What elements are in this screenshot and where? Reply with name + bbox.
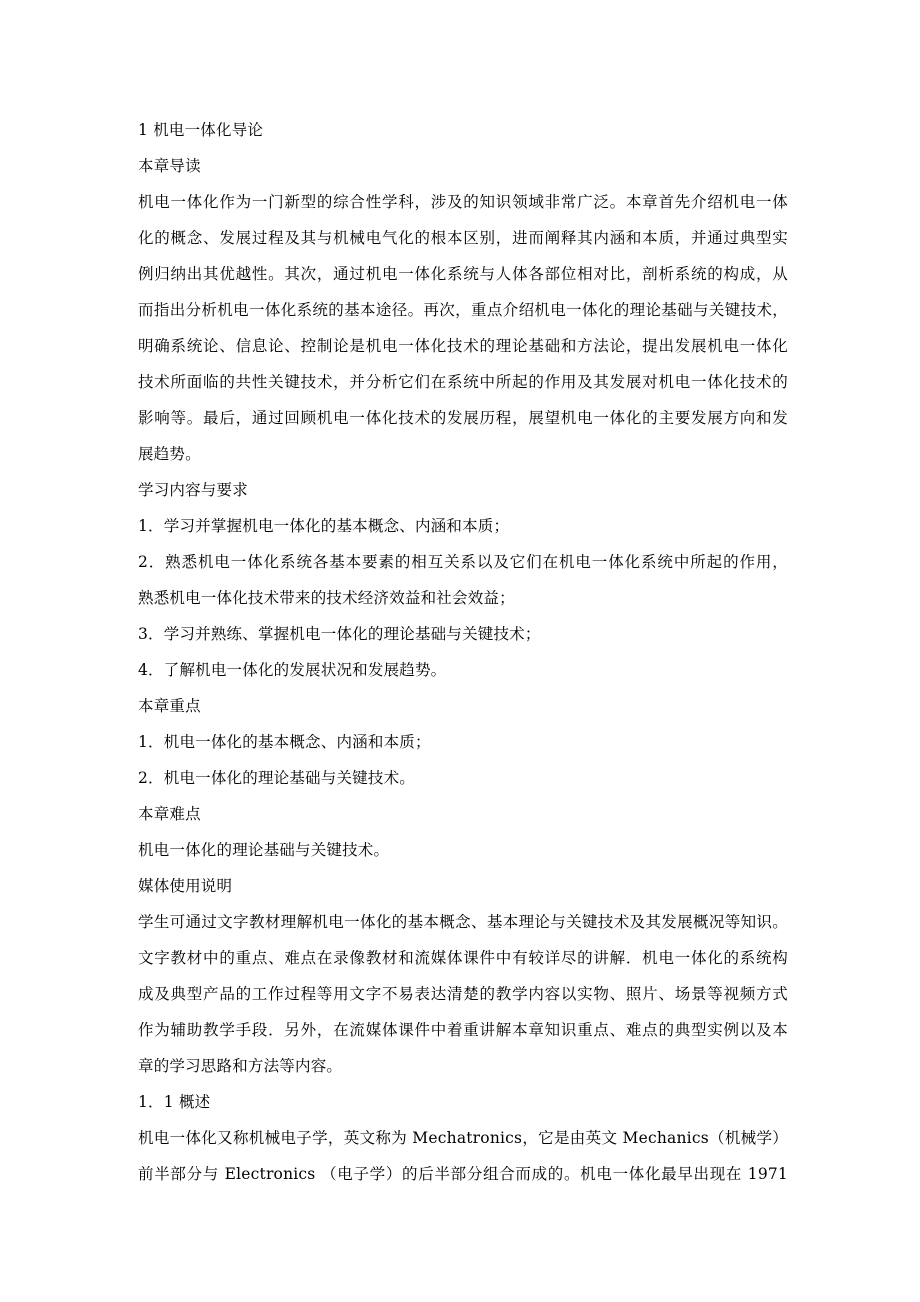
media-line: 作为辅助教学手段．另外，在流媒体课件中着重讲解本章知识重点、难点的典型实例以及本 [138,1021,788,1039]
difficulties-heading: 本章难点 [138,805,201,823]
requirement-item: 3．学习并熟练、掌握机电一体化的理论基础与关键技术； [138,625,541,643]
intro-line: 机电一体化作为一门新型的综合性学科，涉及的知识领域非常广泛。本章首先介绍机电一体 [138,193,788,211]
media-line: 文字教材中的重点、难点在录像教材和流媒体课件中有较详尽的讲解．机电一体化的系统构 [138,949,788,967]
requirement-item: 2．熟悉机电一体化系统各基本要素的相互关系以及它们在机电一体化系统中所起的作用， [138,553,788,571]
intro-line: 明确系统论、信息论、控制论是机电一体化技术的理论基础和方法论，提出发展机电一体化 [138,337,788,355]
intro-line: 例归纳出其优越性。其次，通过机电一体化系统与人体各部位相对比，剖析系统的构成，从 [138,265,788,283]
media-heading: 媒体使用说明 [138,877,233,895]
difficulty-item: 机电一体化的理论基础与关键技术。 [138,841,390,859]
key-point-item: 1．机电一体化的基本概念、内涵和本质； [138,733,431,751]
overview-line: 机电一体化又称机械电子学，英文称为 Mechatronics，它是由英文 Mechanics（机械学） [138,1129,788,1147]
intro-line: 化的概念、发展过程及其与机械电气化的根本区别，进而阐释其内涵和本质，并通过典型实 [138,229,788,247]
requirements-heading: 学习内容与要求 [138,481,248,499]
key-points-heading: 本章重点 [138,697,201,715]
key-point-item: 2．机电一体化的理论基础与关键技术。 [138,769,415,787]
media-line: 学生可通过文字教材理解机电一体化的基本概念、基本理论与关键技术及其发展概况等知识。 [138,913,788,931]
intro-line: 展趋势。 [138,445,201,463]
intro-line: 而指出分析机电一体化系统的基本途径。再次，重点介绍机电一体化的理论基础与关键技术， [138,301,788,319]
overview-line: 前半部分与 Electronics （电子学）的后半部分组合而成的。机电一体化最早出现在 1971 [138,1165,788,1183]
intro-heading: 本章导读 [138,157,201,175]
overview-heading: 1．1 概述 [138,1093,211,1111]
requirement-item: 4．了解机电一体化的发展状况和发展趋势。 [138,661,447,679]
document-body [138,112,788,1192]
requirement-item: 1．学习并掌握机电一体化的基本概念、内涵和本质； [138,517,510,535]
chapter-title: 1 机电一体化导论 [138,121,264,139]
media-line: 成及典型产品的工作过程等用文字不易表达清楚的教学内容以实物、照片、场景等视频方式 [138,985,788,1003]
requirement-item: 熟悉机电一体化技术带来的技术经济效益和社会效益； [138,589,515,607]
intro-line: 技术所面临的共性关键技术，并分析它们在系统中所起的作用及其发展对机电一体化技术的 [138,373,788,391]
media-line: 章的学习思路和方法等内容。 [138,1057,343,1075]
intro-line: 影响等。最后，通过回顾机电一体化技术的发展历程，展望机电一体化的主要发展方向和发 [138,409,788,427]
